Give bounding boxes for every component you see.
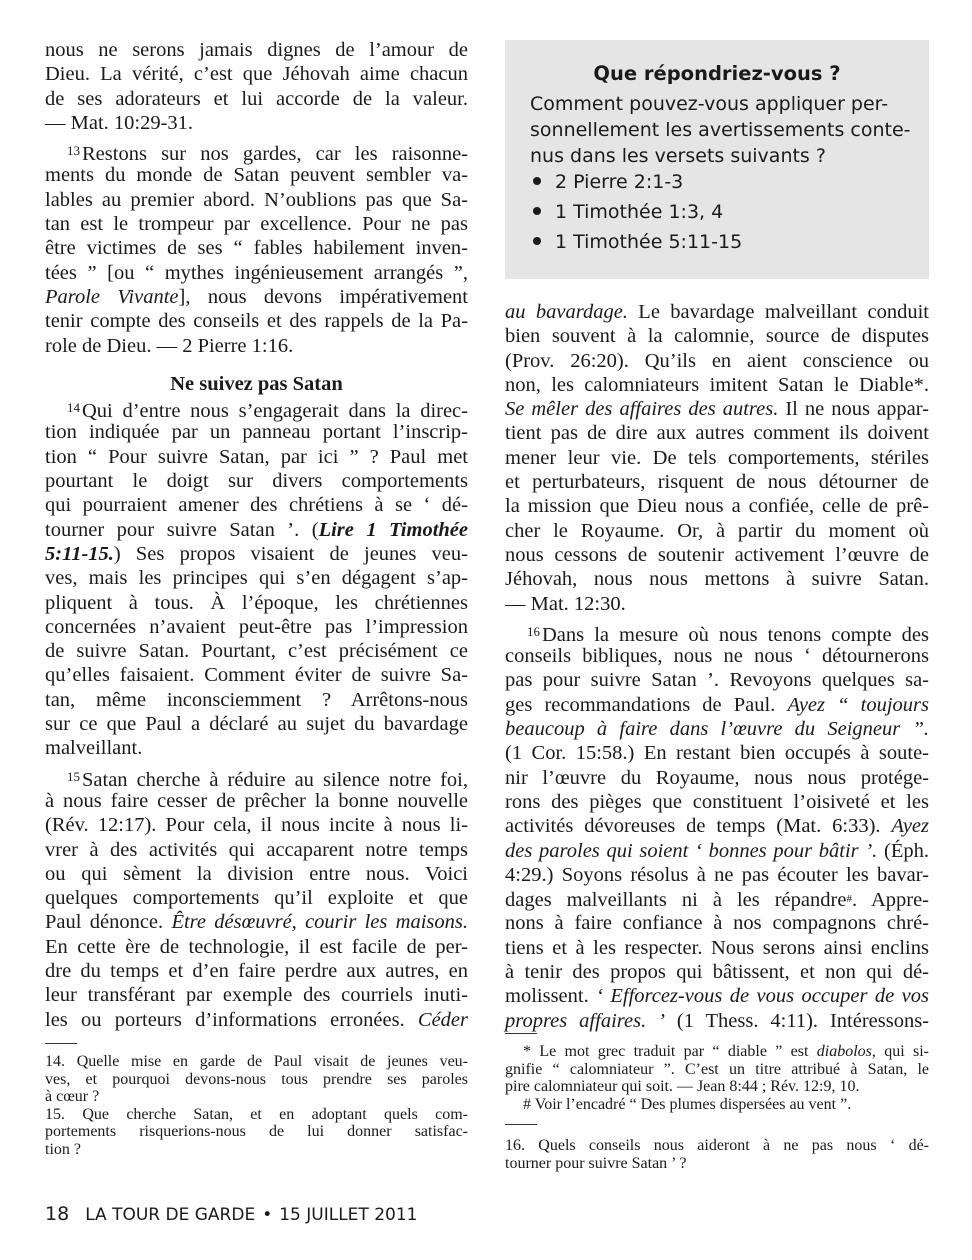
- footnote-rule: [45, 1043, 77, 1044]
- page-footer: [45, 1203, 417, 1225]
- list-item: 2 Pierre 2:1-3: [530, 167, 742, 197]
- text-line: non, les calomniateurs imitent Satan le Diable*.: [505, 373, 929, 396]
- text-line: — Mat. 12:30.: [505, 592, 626, 615]
- question-line: à cœur ?: [45, 1088, 100, 1105]
- footnote-marker: #: [846, 893, 852, 906]
- footnote-line: pire calomniateur qui soit. — Jean 8:44 ; Rév. 12:9, 10.: [505, 1078, 860, 1095]
- text-line: tan est le trompeur par excellence. Pour ne pas: [45, 213, 468, 236]
- text-line: être victimes de ses “ fables habilement inven-: [45, 237, 468, 260]
- text-line: tan, même inconsciemment ? Arrêtons-nous: [45, 688, 468, 711]
- text-line: mener leur vie. De tels comportements, stériles: [505, 446, 929, 469]
- text-line: pliquent à tous. À l’époque, les chrétiennes: [45, 591, 468, 614]
- paragraph-15-start: $^{15}$Satan cherche à réduire au silence notre foi,: [67, 768, 468, 791]
- text-line: Jéhovah, nous nous mettons à suivre Satan.: [505, 568, 929, 591]
- text-line: activités dévoreuses de temps (Mat. 6:33). Ayez: [505, 815, 929, 838]
- text-line: au bavardage. Le bavardage malveillant conduit: [505, 301, 929, 323]
- question-line: 16. Quels conseils nous aideront à ne pas nous ‘ dé-: [505, 1137, 929, 1154]
- text-line: tées ” [ou “ mythes ingénieusement arrangés ”,: [45, 261, 468, 284]
- footnotes-right: [505, 1043, 929, 1113]
- bullet-icon: [533, 207, 541, 215]
- text-line: nir l’œuvre du Royaume, nous nous protége-: [505, 766, 929, 789]
- text-line: (Prov. 26:20). Qu’ils en aient conscience ou: [505, 349, 929, 372]
- text-line: Parole Vivante], nous devons impérativement: [45, 285, 469, 308]
- box-question: Comment pouvez-vous appliquer per- sonnellement les avertissements conte- nus dans les versets suivants ?: [530, 93, 911, 167]
- paragraph-16-start: $^{16}$Dans la mesure où nous tenons compte des: [527, 623, 929, 646]
- text-line: de ses adorateurs et lui accorde de la valeur.: [45, 87, 468, 110]
- text-line: sur ce que Paul a déclaré au sujet du bavardage: [45, 713, 468, 736]
- question-line: portements risquerions-nous de lui donner satisfac-: [45, 1123, 468, 1140]
- text-line: leur transférant par exemple des courriels inuti-: [45, 984, 468, 1007]
- bible-reference: 5:11-15.: [45, 542, 114, 565]
- text-line: tenir compte des conseils et des rappels de la Pa-: [45, 310, 468, 333]
- question-line: 14. Quelle mise en garde de Paul visait de jeunes veu-: [45, 1053, 468, 1070]
- text-line: concernées n’avaient peut-être pas l’impression: [45, 615, 468, 638]
- paragraph-number: 16: [527, 623, 540, 639]
- text-line: bien souvent à la calomnie, source de disputes: [505, 325, 929, 348]
- text-line: — Mat. 10:29-31.: [45, 111, 194, 134]
- text-line: ou qui sèment la division entre nous. Voici: [45, 862, 468, 885]
- list-item: 1 Timothée 1:3, 4: [530, 197, 742, 227]
- question-line: tion ?: [45, 1140, 81, 1158]
- footnote-line: # Voir l’encadré “ Des plumes dispersées au vent ”.: [523, 1095, 852, 1113]
- text-line: vrer à des activités qui accaparent notre temps: [45, 838, 468, 861]
- text-line: et perturbateurs, risquent de nous détourner de: [505, 471, 929, 494]
- text-line: molissent. ‘ Efforcez-vous de vous occuper de vos: [505, 985, 929, 1008]
- list-item: 1 Timothée 5:11-15: [530, 227, 742, 257]
- text-line: tiens et à les respecter. Nous serons ainsi enclins: [505, 936, 929, 959]
- question-line: tourner pour suivre Satan ’ ?: [505, 1154, 687, 1172]
- bullet-icon: [533, 177, 541, 185]
- scripture-list: [530, 167, 742, 257]
- text-line: malveillant.: [45, 737, 143, 760]
- text-line: En cette ère de technologie, il est facile de per-: [45, 935, 468, 958]
- text-line: les ou porteurs d’informations erronées. Céder: [45, 1008, 468, 1031]
- text-line: (Rév. 12:17). Pour cela, il nous incite à nous li-: [45, 814, 468, 837]
- questions-left: [45, 1053, 468, 1158]
- text-line: tion indiquée par un panneau portant l’inscrip-: [45, 421, 468, 444]
- text-line: à nous faire cesser de prêcher la bonne nouvelle: [45, 789, 468, 812]
- text-line: nons à faire confiance à nos compagnons chré-: [505, 912, 929, 935]
- question-line: 15. Que cherche Satan, et en adoptant quels com-: [45, 1105, 468, 1123]
- text-line: nous ne serons jamais dignes de l’amour de: [45, 39, 468, 61]
- footnote-rule: [505, 1124, 537, 1125]
- question-line: ves, et pourquoi devons-nous tous prendre ses paroles: [45, 1070, 468, 1088]
- review-box: [505, 40, 929, 279]
- text-line: Dieu. La vérité, c’est que Jéhovah aime chacun: [45, 63, 468, 86]
- text-line: qui pourraient amener des chrétiens à se ‘ dé-: [45, 494, 468, 517]
- footnote-rule: [505, 1033, 537, 1034]
- bullet-icon: [533, 237, 541, 245]
- text-line: 5:11-15.) Ses propos visaient de jeunes veu-: [45, 542, 468, 565]
- text-line: 4:29.) Soyons résolus à ne pas écouter les bavar-: [505, 863, 929, 886]
- text-line: des paroles qui soient ‘ bonnes pour bâtir ’. (Éph.: [505, 839, 929, 862]
- separator: •: [262, 1205, 273, 1225]
- text-line: role de Dieu. — 2 Pierre 1:16.: [45, 334, 294, 357]
- text-line: (1 Cor. 15:58.) En restant bien occupés à soute-: [505, 742, 929, 765]
- left-column: [45, 38, 468, 1032]
- publication-title: LA TOUR DE GARDE: [85, 1205, 256, 1225]
- text-line: ges recommandations de Paul. Ayez “ toujours: [505, 693, 929, 716]
- section-heading: Ne suivez pas Satan: [170, 372, 343, 395]
- text-line: Paul dénonce. Être désœuvré, courir les maisons.: [45, 911, 468, 934]
- text-line: pourtant le doigt sur divers comportements: [45, 470, 468, 493]
- bible-reference: Lire 1 Timothée: [318, 518, 468, 541]
- paragraph-number: 14: [67, 400, 80, 416]
- text-line: tourner pour suivre Satan ’. (Lire 1 Timothée: [45, 518, 468, 541]
- text-line: ments du monde de Satan peuvent sembler va-: [45, 164, 468, 187]
- text-line: propres affaires. ’ (1 Thess. 4:11). Intéressons-: [505, 1009, 930, 1032]
- right-column: [505, 300, 929, 1033]
- text-line: ves, mais les principes qui s’en dégagent s’ap-: [45, 567, 468, 590]
- text-line: cher le Royaume. Or, à partir du moment où: [505, 519, 929, 542]
- text-line: quelques comportements qu’il exploite et que: [45, 887, 468, 910]
- text-line: conseils bibliques, nous ne nous ‘ détournerons: [505, 645, 929, 668]
- text-line: dages malveillants ni à les répandre#. Appre-: [505, 889, 929, 912]
- text-line: tient pas de dire aux autres comment ils doivent: [505, 422, 929, 445]
- paragraph-14-start: $^{14}$Qui d’entre nous s’engagerait dans la direc-: [67, 400, 468, 423]
- text-line: dre du temps et d’en faire perdre aux autres, en: [45, 959, 468, 982]
- text-line: la mission que Dieu nous a confiée, celle de prê-: [505, 495, 929, 518]
- footnote-line: * Le mot grec traduit par “ diable ” est diabolos, qui si-: [523, 1043, 929, 1060]
- text-line: de suivre Satan. Pourtant, c’est précisément ce: [45, 640, 468, 663]
- text-line: à tenir des propos qui bâtissent, et non qui dé-: [505, 961, 929, 984]
- text-line: pas pour suivre Satan ’. Revoyons quelques sa-: [505, 669, 929, 692]
- issue-date: 15 JUILLET 2011: [279, 1205, 418, 1225]
- questions-right: [505, 1137, 929, 1172]
- page-number: 18: [45, 1203, 70, 1225]
- footnote-line: gnifie “ calomniateur ”. C’est un titre attribué à Satan, le: [505, 1060, 929, 1078]
- paragraph-number: 13: [67, 143, 80, 159]
- text-line: nous cessons de soutenir activement l’œuvre de: [505, 543, 929, 566]
- text-line: rons des pièges que constituent l’oisiveté et les: [505, 790, 929, 813]
- paragraph-13-start: $^{13}$Restons sur nos gardes, car les raisonne-: [67, 143, 468, 166]
- paragraph-number: 15: [67, 768, 80, 784]
- text-line: beaucoup à faire dans l’œuvre du Seigneur ”.: [505, 718, 929, 741]
- text-line: tion “ Pour suivre Satan, par ici ” ? Paul met: [45, 445, 468, 468]
- text-line: qu’elles faisaient. Comment éviter de suivre Sa-: [45, 664, 468, 687]
- box-title: Que répondriez-vous ?: [593, 62, 841, 85]
- text-line: Se mêler des affaires des autres. Il ne nous appar-: [505, 398, 929, 421]
- text-line: lables au premier abord. N’oublions pas que Sa-: [45, 188, 468, 211]
